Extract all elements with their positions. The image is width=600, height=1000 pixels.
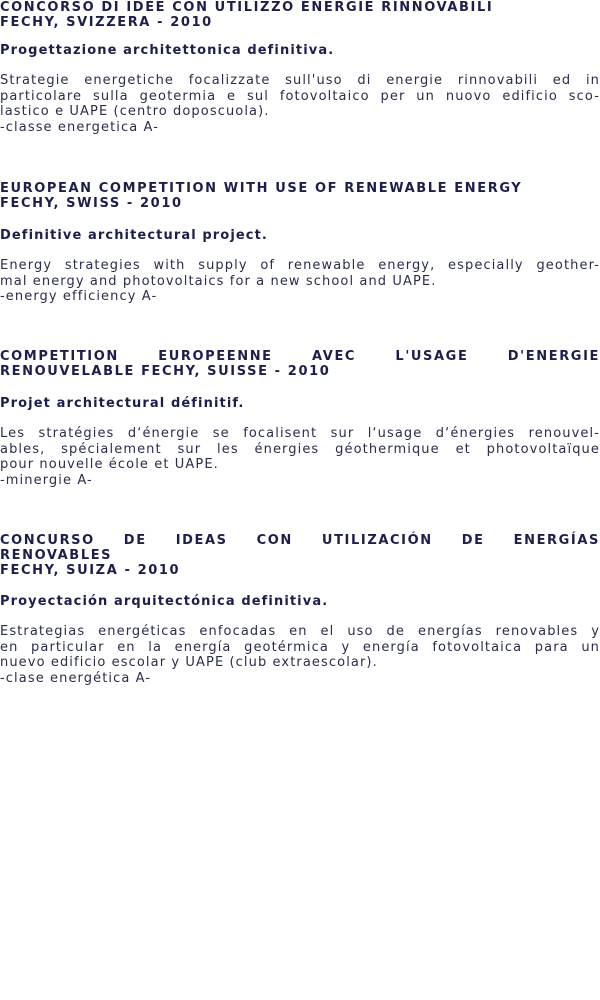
section-body [0,258,600,305]
heading-line: FECHY, SVIZZERA - 2010 [0,15,213,30]
section-subtitle: Definitive architectural project. [0,228,268,243]
section-subtitle: Projet architectural définitif. [0,396,245,411]
section-subtitle: Progettazione architettonica definitiva. [0,43,335,58]
section-english [0,181,600,304]
section-heading [0,533,600,578]
body-line: pour nouvelle école et UAPE. [0,457,219,472]
body-line: -clase energética A- [0,670,152,686]
body-line: Estrategias energéticas enfocadas en el uso de energías renovables y [0,624,600,639]
section-subtitle: Proyectación arquitectónica definitiva. [0,594,329,609]
body-line: ables, spécialement sur les énergies géothermique et photovoltaïque [0,441,600,457]
heading-line: RENOUVELABLE FECHY, SUISSE - 2010 [0,364,331,379]
body-line: Energy strategies with supply of renewable energy, especially geother- [0,258,600,273]
section-heading [0,349,600,379]
body-line: Les stratégies d‘énergie se focalisent sur l‘usage d‘énergies renouvel- [0,426,600,441]
body-line: Strategie energetiche focalizzate sull'uso di energie rinnovabili ed in [0,73,600,88]
section-spanish [0,533,600,686]
body-line: nuevo edificio escolar y UAPE (club extraescolar). [0,655,378,670]
section-heading [0,0,600,30]
heading-line: COMPETITION EUROPEENNE AVEC L'USAGE D'ENERGIE [0,349,600,364]
section-heading [0,181,600,211]
section-french [0,349,600,488]
body-line: particolare sulla geotermia e sul fotovoltaico per un nuovo edificio sco- [0,88,600,104]
section-italian [0,0,600,135]
section-body [0,624,600,686]
heading-line: FECHY, SWISS - 2010 [0,196,183,211]
section-body [0,426,600,488]
body-line: lastico e UAPE (centro doposcuola). [0,104,270,119]
body-line: -classe energetica A- [0,119,160,135]
body-line: en particular en la energía geotérmica y energía fotovoltaica para un [0,639,600,655]
heading-line: FECHY, SUIZA - 2010 [0,563,181,578]
body-line: mal energy and photovoltaics for a new school and UAPE. [0,273,437,289]
heading-line: EUROPEAN COMPETITION WITH USE OF RENEWABLE ENERGY [0,181,523,196]
heading-line: RENOVABLES [0,548,113,563]
body-line: -minergie A- [0,472,93,488]
section-body [0,73,600,135]
body-line: -energy efficiency A- [0,289,158,304]
heading-line: CONCURSO DE IDEAS CON UTILIZACIÓN DE ENERGÍAS [0,533,600,548]
heading-line: CONCORSO DI IDEE CON UTILIZZO ENERGIE RINNOVABILI [0,0,494,15]
